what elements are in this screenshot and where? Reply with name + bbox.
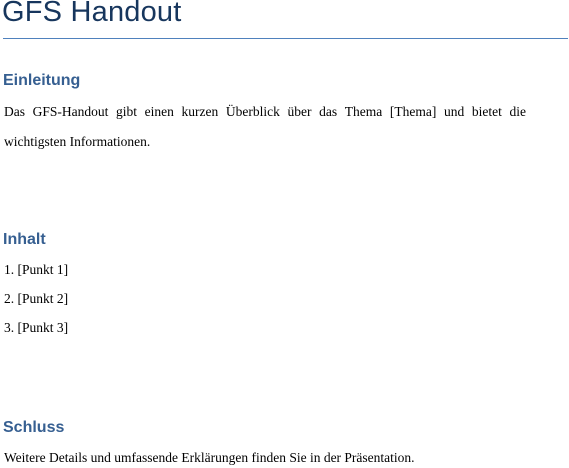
intro-word: Das bbox=[4, 104, 25, 119]
intro-word: die bbox=[509, 104, 526, 119]
heading-inhalt: Inhalt bbox=[3, 231, 46, 248]
intro-paragraph-line-2: wichtigsten Informationen. bbox=[4, 134, 151, 149]
heading-schluss: Schluss bbox=[3, 419, 65, 436]
intro-word: GFS-Handout bbox=[32, 104, 109, 119]
list-item: 3. [Punkt 3] bbox=[4, 320, 69, 335]
intro-word: einen bbox=[144, 104, 174, 119]
title-underline bbox=[3, 38, 568, 39]
intro-word: über bbox=[287, 104, 312, 119]
intro-word: gibt bbox=[116, 104, 138, 119]
list-item: 1. [Punkt 1] bbox=[4, 262, 69, 277]
intro-word: kurzen bbox=[181, 104, 219, 119]
conclusion-paragraph: Weitere Details und umfassende Erklärungen finden Sie in der Präsentation. bbox=[4, 450, 415, 465]
intro-word: das bbox=[319, 104, 338, 119]
intro-word: und bbox=[443, 104, 465, 119]
list-item: 2. [Punkt 2] bbox=[4, 291, 69, 306]
intro-word: Überblick bbox=[225, 104, 280, 119]
intro-word: Thema bbox=[344, 104, 383, 119]
document-title: GFS Handout bbox=[2, 0, 182, 28]
heading-einleitung: Einleitung bbox=[3, 72, 81, 89]
intro-word: bietet bbox=[471, 104, 502, 119]
intro-word: [Thema] bbox=[389, 104, 437, 119]
intro-paragraph-line-1 bbox=[4, 104, 526, 120]
